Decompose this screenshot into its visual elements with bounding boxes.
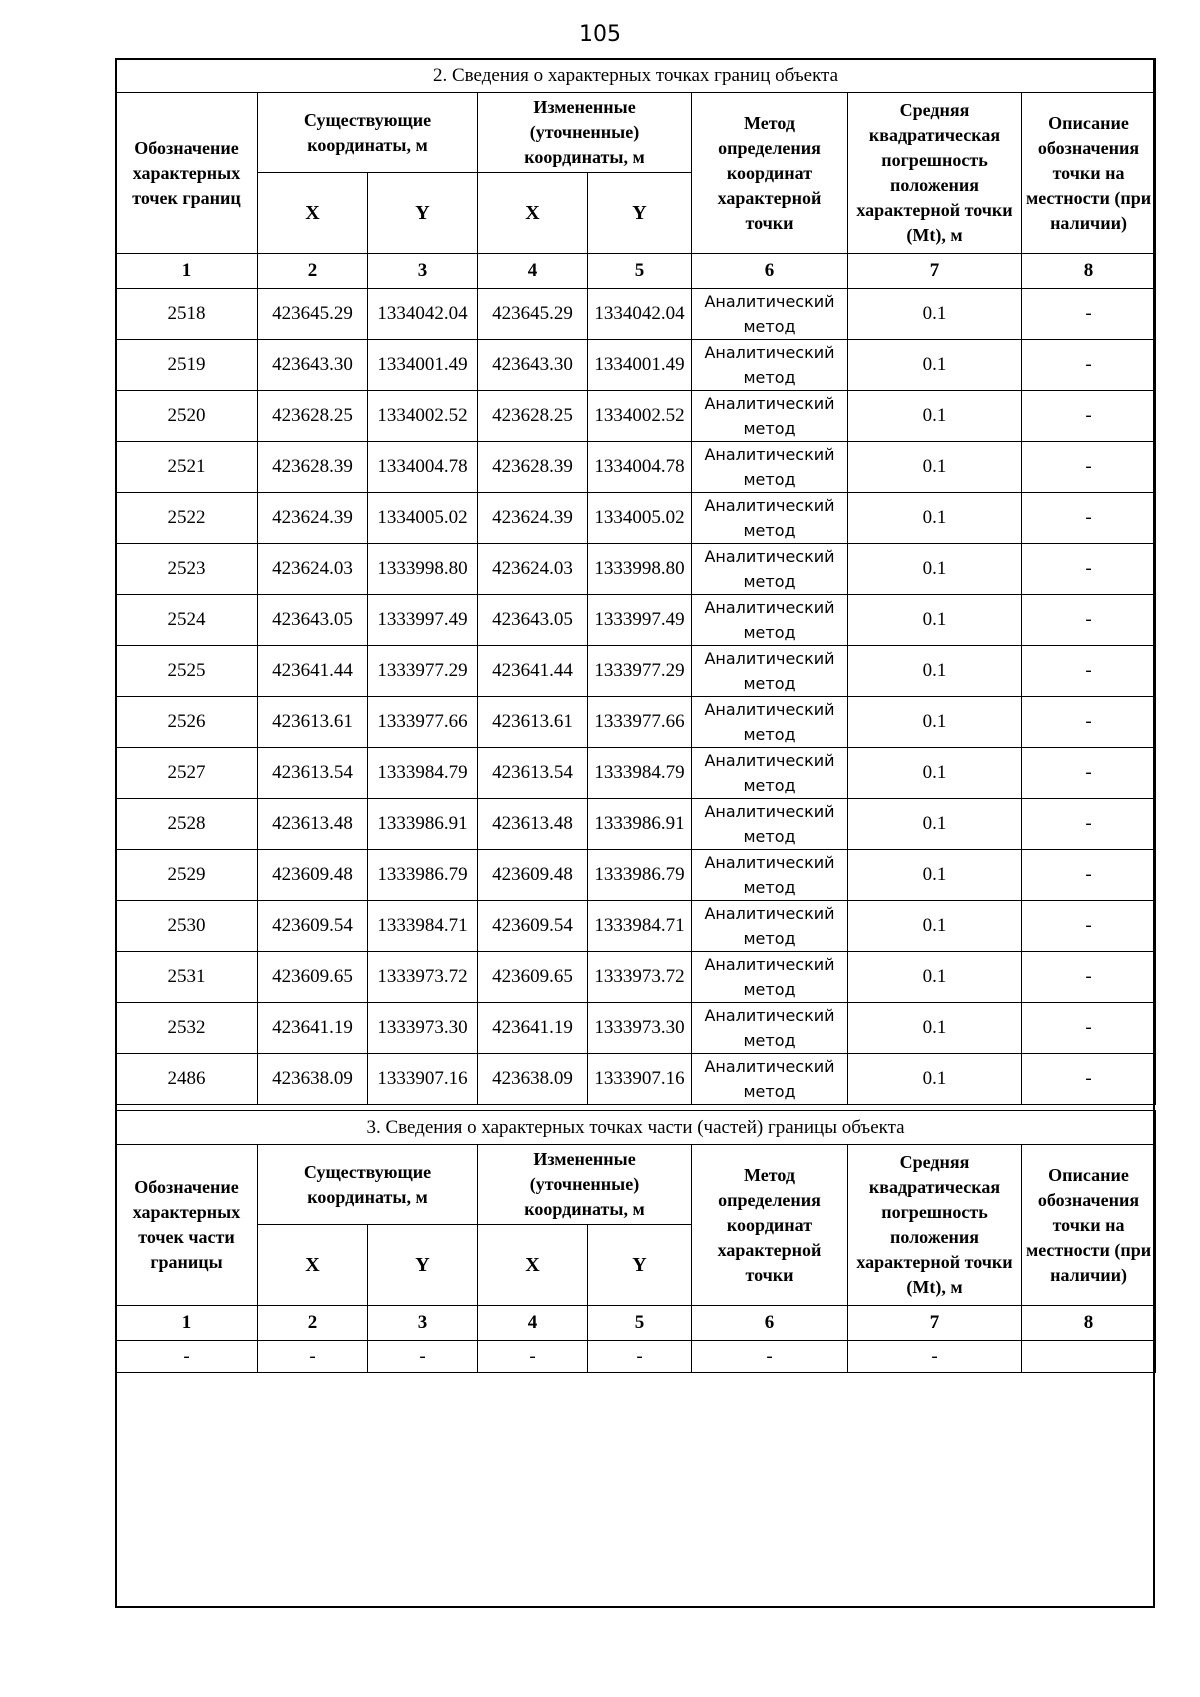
changed-x: 423609.48 [478,850,588,901]
existing-x: 423641.19 [258,1003,368,1054]
error-value: 0.1 [848,901,1022,952]
header-changed-y: Y [588,173,692,254]
existing-y: - [368,1341,478,1373]
column-number: 5 [588,1306,692,1341]
existing-x: 423609.48 [258,850,368,901]
method: Аналитический метод [692,952,848,1003]
changed-y: - [588,1341,692,1373]
point-description: - [1022,748,1156,799]
method: - [692,1341,848,1373]
point-designation: 2532 [116,1003,258,1054]
method: Аналитический метод [692,850,848,901]
error-value: 0.1 [848,646,1022,697]
existing-x: 423609.65 [258,952,368,1003]
header-description: Описание обозначения точки на местности (при наличии) [1022,93,1156,254]
method: Аналитический метод [692,391,848,442]
point-designation: 2523 [116,544,258,595]
column-number: 8 [1022,1306,1156,1341]
header-method: Метод определения координат характерной точки [692,1145,848,1306]
point-description: - [1022,697,1156,748]
changed-x: 423641.44 [478,646,588,697]
column-number: 6 [692,1306,848,1341]
point-description [1022,1341,1156,1373]
column-number: 1 [116,1306,258,1341]
method: Аналитический метод [692,493,848,544]
header-designation: Обозначение характерных точек границ [116,93,258,254]
changed-x: 423643.30 [478,340,588,391]
header-method: Метод определения координат характерной точки [692,93,848,254]
header-error: Средняя квадратическая погрешность положения характерной точки (Mt), м [848,1145,1022,1306]
header-designation: Обозначение характерных точек части границы [116,1145,258,1306]
existing-y: 1333977.66 [368,697,478,748]
error-value: 0.1 [848,595,1022,646]
point-designation: 2525 [116,646,258,697]
existing-y: 1333973.72 [368,952,478,1003]
changed-x: 423613.61 [478,697,588,748]
error-value: 0.1 [848,850,1022,901]
changed-x: 423638.09 [478,1054,588,1105]
error-value: - [848,1341,1022,1373]
table-row [116,952,1156,1003]
changed-y: 1334005.02 [588,493,692,544]
changed-x: 423628.25 [478,391,588,442]
method: Аналитический метод [692,1054,848,1105]
method: Аналитический метод [692,544,848,595]
header-existing-y: Y [368,173,478,254]
column-number: 4 [478,1306,588,1341]
existing-y: 1334005.02 [368,493,478,544]
existing-y: 1333997.49 [368,595,478,646]
table-row [116,697,1156,748]
changed-y: 1333973.30 [588,1003,692,1054]
table-row [116,289,1156,340]
point-designation: 2527 [116,748,258,799]
existing-y: 1334002.52 [368,391,478,442]
header-changed-coords: Измененные (уточненные) координаты, м [478,93,692,173]
header-changed-x: X [478,173,588,254]
point-designation: - [116,1341,258,1373]
column-numbers-row [116,254,1156,289]
table-row [116,391,1156,442]
header-existing-y: Y [368,1225,478,1306]
method: Аналитический метод [692,901,848,952]
table-row [116,442,1156,493]
table-row [116,850,1156,901]
table-row [116,340,1156,391]
table-row [116,1003,1156,1054]
existing-y: 1333986.91 [368,799,478,850]
point-designation: 2521 [116,442,258,493]
point-designation: 2524 [116,595,258,646]
changed-y: 1334042.04 [588,289,692,340]
error-value: 0.1 [848,340,1022,391]
column-number: 8 [1022,254,1156,289]
changed-y: 1333986.91 [588,799,692,850]
section-title: 3. Сведения о характерных точках части (частей) границы объекта [116,1111,1156,1145]
existing-x: - [258,1341,368,1373]
method: Аналитический метод [692,697,848,748]
changed-x: 423609.65 [478,952,588,1003]
header-existing-x: X [258,1225,368,1306]
table-row [116,595,1156,646]
method: Аналитический метод [692,442,848,493]
error-value: 0.1 [848,442,1022,493]
existing-y: 1333907.16 [368,1054,478,1105]
error-value: 0.1 [848,799,1022,850]
point-designation: 2519 [116,340,258,391]
existing-y: 1334004.78 [368,442,478,493]
point-designation: 2528 [116,799,258,850]
table-row [116,748,1156,799]
column-number: 2 [258,254,368,289]
method: Аналитический метод [692,748,848,799]
point-description: - [1022,289,1156,340]
existing-x: 423624.39 [258,493,368,544]
changed-y: 1333998.80 [588,544,692,595]
point-description: - [1022,493,1156,544]
table-row [116,493,1156,544]
point-description: - [1022,1003,1156,1054]
point-description: - [1022,901,1156,952]
page-number: 105 [579,22,621,47]
error-value: 0.1 [848,544,1022,595]
existing-x: 423638.09 [258,1054,368,1105]
changed-x: 423641.19 [478,1003,588,1054]
changed-y: 1333997.49 [588,595,692,646]
existing-y: 1333977.29 [368,646,478,697]
column-number: 7 [848,254,1022,289]
table-row [116,799,1156,850]
header-existing-coords: Существующие координаты, м [258,1145,478,1225]
section-title: 2. Сведения о характерных точках границ объекта [116,59,1156,93]
table-row [116,901,1156,952]
existing-x: 423609.54 [258,901,368,952]
column-number: 2 [258,1306,368,1341]
point-description: - [1022,1054,1156,1105]
changed-y: 1333977.66 [588,697,692,748]
changed-x: 423613.48 [478,799,588,850]
changed-x: 423624.39 [478,493,588,544]
part-boundary-points-table [115,1110,1156,1373]
method: Аналитический метод [692,595,848,646]
existing-y: 1333984.79 [368,748,478,799]
changed-x: 423645.29 [478,289,588,340]
changed-y: 1333973.72 [588,952,692,1003]
point-designation: 2531 [116,952,258,1003]
table-row [116,1341,1156,1373]
header-changed-coords: Измененные (уточненные) координаты, м [478,1145,692,1225]
method: Аналитический метод [692,289,848,340]
existing-x: 423624.03 [258,544,368,595]
error-value: 0.1 [848,952,1022,1003]
header-changed-y: Y [588,1225,692,1306]
point-description: - [1022,340,1156,391]
boundary-points-table [115,58,1156,1105]
column-numbers-row [116,1306,1156,1341]
changed-y: 1334002.52 [588,391,692,442]
existing-x: 423641.44 [258,646,368,697]
existing-x: 423643.05 [258,595,368,646]
point-description: - [1022,595,1156,646]
header-existing-x: X [258,173,368,254]
method: Аналитический метод [692,646,848,697]
header-changed-x: X [478,1225,588,1306]
changed-y: 1333984.71 [588,901,692,952]
point-designation: 2522 [116,493,258,544]
column-number: 5 [588,254,692,289]
point-description: - [1022,799,1156,850]
changed-x: 423624.03 [478,544,588,595]
column-number: 6 [692,254,848,289]
point-designation: 2486 [116,1054,258,1105]
table-row [116,544,1156,595]
point-designation: 2529 [116,850,258,901]
changed-x: 423643.05 [478,595,588,646]
changed-x: 423609.54 [478,901,588,952]
changed-y: 1333907.16 [588,1054,692,1105]
existing-y: 1333998.80 [368,544,478,595]
column-number: 7 [848,1306,1022,1341]
point-description: - [1022,442,1156,493]
column-number: 3 [368,1306,478,1341]
point-description: - [1022,544,1156,595]
header-error: Средняя квадратическая погрешность положения характерной точки (Mt), м [848,93,1022,254]
point-designation: 2526 [116,697,258,748]
existing-x: 423628.25 [258,391,368,442]
error-value: 0.1 [848,1054,1022,1105]
changed-x: - [478,1341,588,1373]
method: Аналитический метод [692,340,848,391]
header-existing-coords: Существующие координаты, м [258,93,478,173]
existing-y: 1334001.49 [368,340,478,391]
existing-x: 423643.30 [258,340,368,391]
point-designation: 2518 [116,289,258,340]
changed-y: 1334004.78 [588,442,692,493]
header-description: Описание обозначения точки на местности (при наличии) [1022,1145,1156,1306]
column-number: 4 [478,254,588,289]
method: Аналитический метод [692,799,848,850]
point-description: - [1022,391,1156,442]
changed-y: 1333977.29 [588,646,692,697]
error-value: 0.1 [848,1003,1022,1054]
table-row [116,646,1156,697]
column-number: 3 [368,254,478,289]
existing-y: 1333986.79 [368,850,478,901]
changed-y: 1333984.79 [588,748,692,799]
existing-x: 423628.39 [258,442,368,493]
table-row [116,1054,1156,1105]
method: Аналитический метод [692,1003,848,1054]
existing-x: 423613.61 [258,697,368,748]
existing-x: 423613.48 [258,799,368,850]
existing-y: 1333984.71 [368,901,478,952]
existing-y: 1333973.30 [368,1003,478,1054]
point-designation: 2530 [116,901,258,952]
error-value: 0.1 [848,391,1022,442]
error-value: 0.1 [848,697,1022,748]
point-description: - [1022,952,1156,1003]
point-description: - [1022,646,1156,697]
existing-y: 1334042.04 [368,289,478,340]
changed-y: 1333986.79 [588,850,692,901]
changed-x: 423628.39 [478,442,588,493]
existing-x: 423645.29 [258,289,368,340]
point-description: - [1022,850,1156,901]
error-value: 0.1 [848,748,1022,799]
error-value: 0.1 [848,289,1022,340]
error-value: 0.1 [848,493,1022,544]
changed-x: 423613.54 [478,748,588,799]
column-number: 1 [116,254,258,289]
changed-y: 1334001.49 [588,340,692,391]
existing-x: 423613.54 [258,748,368,799]
point-designation: 2520 [116,391,258,442]
